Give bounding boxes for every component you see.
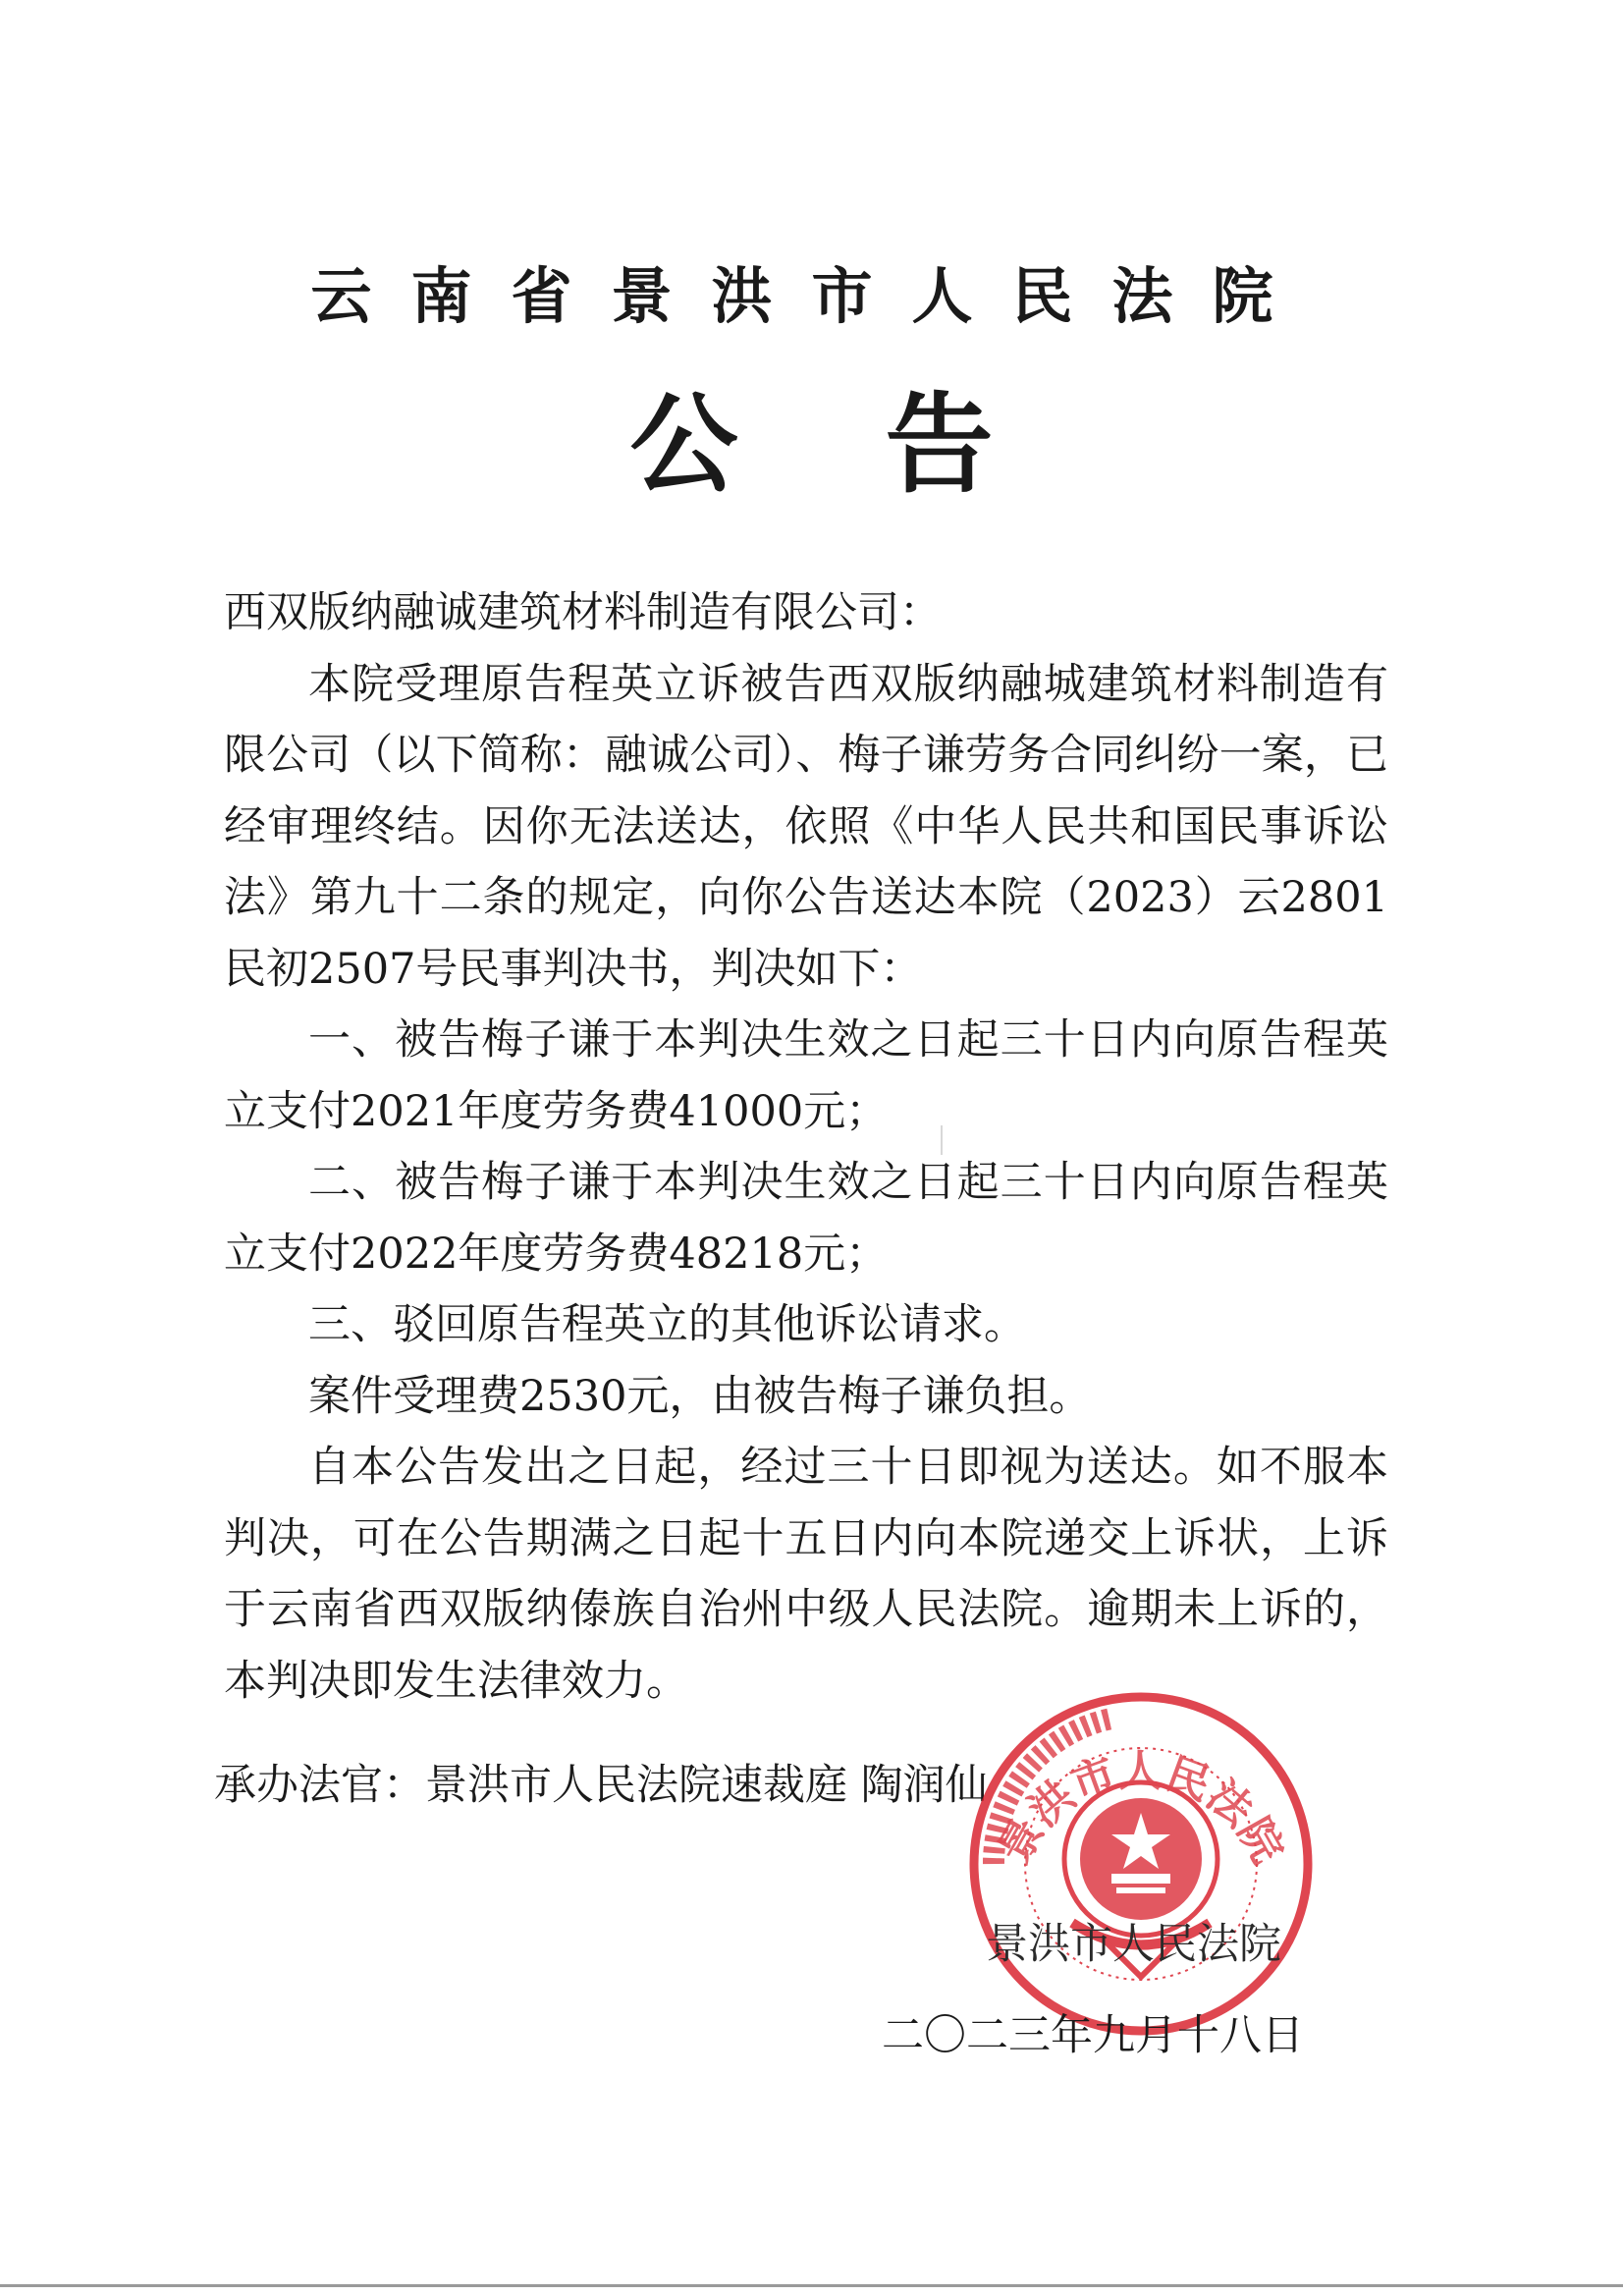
ruling-item-3: 三、驳回原告程英立的其他诉讼请求。: [308, 1300, 1026, 1349]
case-fee-paragraph: 案件受理费2530元，由被告梅子谦负担。: [308, 1371, 1092, 1421]
addressee: 西双版纳融诚建筑材料制造有限公司：: [224, 588, 942, 637]
court-name-heading: 云南省景洪市人民法院: [310, 260, 1313, 332]
document-title: [0, 381, 1623, 509]
ruling-item-2: 二、被告梅子谦于本判决生效之日起三十日内向原告程英立支付2022年度劳务费48218元；: [224, 1158, 1388, 1279]
ruling-item-1: 一、被告梅子谦于本判决生效之日起三十日内向原告程英立支付2021年度劳务费41000元；: [224, 1015, 1388, 1136]
intro-paragraph: 本院受理原告程英立诉被告西双版纳融城建筑材料制造有限公司（以下简称：融诚公司）、梅子谦劳务合同纠纷一案，已经审理终结。因你无法送达，依照《中华人民共和国民事诉讼法》第九十二条的规定，向你公告送达本院（2023）云2801民初2507号民事判决书，判决如下：: [224, 659, 1388, 994]
service-notice-paragraph: 自本公告发出之日起，经过三十日即视为送达。如不服本判决，可在公告期满之日起十五日内向本院递交上诉状，上诉于云南省西双版纳傣族自治州中级人民法院。逾期未上诉的，本判决即发生法律效力。: [224, 1443, 1388, 1706]
issue-date: 二〇二三年九月十八日: [882, 2011, 1304, 2060]
document-title-char-2: 告: [885, 382, 994, 508]
notice-body: [224, 577, 1388, 1717]
seal-text: 景洪市人民法院: [989, 1746, 1293, 1873]
issuing-court-signature: 景洪市人民法院: [986, 1920, 1281, 1969]
court-seal-icon: [964, 1687, 1318, 2041]
scan-speck: [941, 1125, 943, 1155]
document-title-char-1: 公: [629, 382, 738, 508]
presiding-judge-line: 承办法官：景洪市人民法院速裁庭 陶润仙: [214, 1761, 988, 1810]
page-bottom-edge: [0, 2284, 1623, 2287]
